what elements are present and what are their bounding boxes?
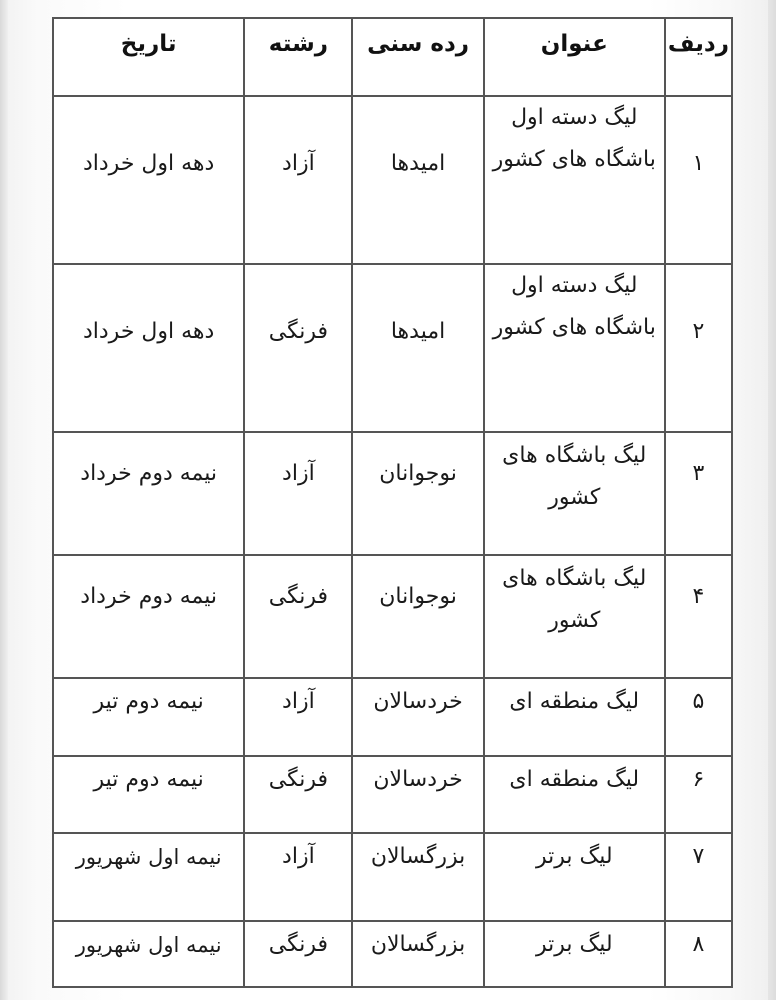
cell-age-group: بزرگسالان: [352, 921, 483, 987]
cell-title: لیگ باشگاه های کشور: [484, 432, 665, 555]
table-row: [53, 96, 732, 264]
cell-title: لیگ دسته اول باشگاه های کشور: [484, 264, 665, 432]
cell-title: لیگ باشگاه های کشور: [484, 555, 665, 678]
cell-title: لیگ برتر: [484, 833, 665, 921]
cell-date: نیمه دوم خرداد: [53, 555, 244, 678]
table-row: [53, 833, 732, 921]
cell-discipline: آزاد: [244, 833, 352, 921]
cell-index: ۱: [665, 96, 732, 264]
cell-discipline: فرنگی: [244, 555, 352, 678]
cell-index: ۴: [665, 555, 732, 678]
table-row: [53, 432, 732, 555]
table-row: [53, 678, 732, 756]
header-title: عنوان: [484, 18, 665, 96]
cell-age-group: امیدها: [352, 264, 483, 432]
cell-index: ۵: [665, 678, 732, 756]
cell-age-group: نوجوانان: [352, 555, 483, 678]
cell-index: ۲: [665, 264, 732, 432]
cell-index: ۷: [665, 833, 732, 921]
cell-age-group: نوجوانان: [352, 432, 483, 555]
cell-discipline: آزاد: [244, 678, 352, 756]
cell-date: نیمه دوم تیر: [53, 678, 244, 756]
cell-age-group: امیدها: [352, 96, 483, 264]
table-row: [53, 264, 732, 432]
header-row: [53, 18, 732, 96]
cell-age-group: خردسالان: [352, 678, 483, 756]
cell-discipline: آزاد: [244, 96, 352, 264]
cell-index: ۶: [665, 756, 732, 833]
table-row: [53, 921, 732, 987]
cell-title: لیگ منطقه ای: [484, 756, 665, 833]
cell-date: نیمه دوم تیر: [53, 756, 244, 833]
table-row: [53, 756, 732, 833]
header-age-group: رده سنی: [352, 18, 483, 96]
cell-date: دهه اول خرداد: [53, 264, 244, 432]
cell-age-group: خردسالان: [352, 756, 483, 833]
header-index: ردیف: [665, 18, 732, 96]
cell-index: ۸: [665, 921, 732, 987]
league-schedule-table: [52, 17, 733, 988]
header-date: تاریخ: [53, 18, 244, 96]
cell-discipline: فرنگی: [244, 756, 352, 833]
cell-date: نیمه دوم خرداد: [53, 432, 244, 555]
cell-date: نیمه اول شهریور: [53, 833, 244, 921]
table-row: [53, 555, 732, 678]
cell-discipline: آزاد: [244, 432, 352, 555]
header-discipline: رشته: [244, 18, 352, 96]
cell-age-group: بزرگسالان: [352, 833, 483, 921]
cell-title: لیگ برتر: [484, 921, 665, 987]
cell-index: ۳: [665, 432, 732, 555]
cell-discipline: فرنگی: [244, 921, 352, 987]
cell-title: لیگ دسته اول باشگاه های کشور: [484, 96, 665, 264]
cell-date: دهه اول خرداد: [53, 96, 244, 264]
cell-title: لیگ منطقه ای: [484, 678, 665, 756]
cell-date: نیمه اول شهریور: [53, 921, 244, 987]
cell-discipline: فرنگی: [244, 264, 352, 432]
